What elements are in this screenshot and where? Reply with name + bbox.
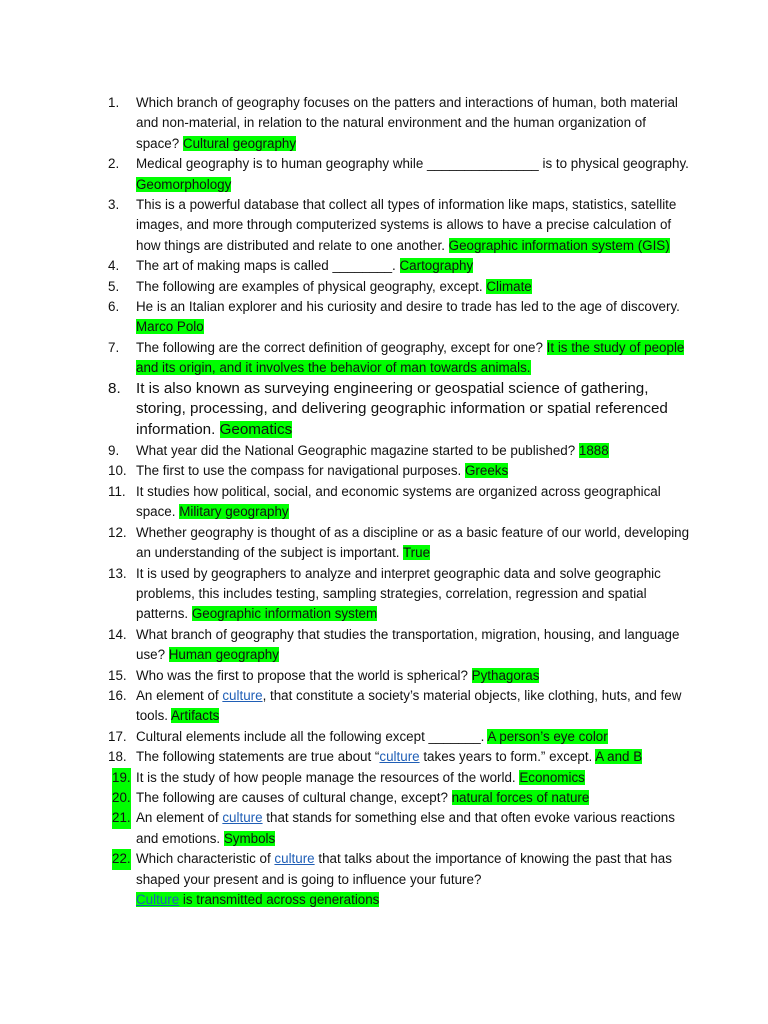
- question-text: The art of making maps is called ________.: [136, 258, 400, 274]
- question-item-21: [100, 808, 690, 849]
- question-number: 22.: [112, 849, 131, 869]
- question-text: Which characteristic of: [136, 851, 275, 867]
- question-text: Whether geography is thought of as a discipline or as a basic feature of our world, developing an understanding of the subject is important.: [136, 524, 690, 561]
- answer-highlight: Human geography: [168, 647, 279, 663]
- answer-highlight: Symbols: [223, 830, 276, 846]
- question-item-1: [100, 93, 690, 154]
- question-text: An element of: [136, 687, 223, 703]
- question-text: He is an Italian explorer and his curiosity and desire to trade has led to the age of discovery.: [136, 299, 680, 315]
- answer-highlight: Cultural geography: [182, 135, 297, 151]
- answer-text: is transmitted across generations: [179, 892, 380, 908]
- question-text-cont: , that constitute a society’s material objects, like clothing, huts, and few tools.: [136, 687, 682, 724]
- question-item-14: [100, 625, 690, 666]
- answer-highlight: True: [403, 545, 431, 561]
- question-text: This is a powerful database that collect all types of information like maps, statistics, satellite images, and more through computerized systems is allows to have a precise calculation of how things are distributed and relate to one another.: [136, 197, 677, 253]
- question-text: The following statements are true about “: [136, 749, 380, 765]
- question-number: 21.: [112, 808, 131, 828]
- question-text: The following are examples of physical geography, except.: [136, 278, 487, 294]
- answer-highlight: A and B: [595, 749, 643, 765]
- question-text-cont: that talks about the importance of knowing the past that has shaped your present and is going to influence your future?: [136, 851, 672, 887]
- question-number: 20.: [112, 788, 131, 808]
- answer-highlight: Geomatics: [219, 421, 293, 439]
- answer-highlight: Geographic information system: [191, 606, 378, 622]
- culture-link[interactable]: culture: [379, 749, 420, 765]
- question-number: 7.: [108, 339, 120, 355]
- question-item-22: [100, 849, 690, 910]
- answer-highlight: natural forces of nature: [451, 789, 590, 805]
- answer-highlight: Geomorphology: [136, 176, 232, 192]
- question-number: 19.: [112, 768, 131, 788]
- question-text: It is used by geographers to analyze and interpret geographic data and solve geographic problems, this includes testing, sampling strategies, correlation, regression and spatial patterns.: [136, 565, 661, 622]
- answer-highlight: Artifacts: [171, 708, 220, 724]
- question-number: 11.: [108, 483, 126, 499]
- answer-highlight: It is the study of people and its origin, and it involves the behavior of man towards animals.: [136, 339, 685, 376]
- question-item-17: [100, 727, 690, 747]
- question-item-2: [100, 154, 690, 195]
- question-number: 13.: [108, 565, 127, 581]
- question-text: An element of: [136, 810, 223, 826]
- question-number: 8.: [108, 379, 121, 397]
- question-number: 10.: [108, 463, 127, 479]
- answer-highlight: Economics: [519, 769, 585, 785]
- answer-highlight: Greeks: [465, 463, 509, 479]
- question-number: 9.: [108, 443, 120, 459]
- question-text: What year did the National Geographic magazine started to be published?: [136, 443, 579, 459]
- question-text: Medical geography is to human geography while _______________ is to physical geography.: [136, 156, 689, 172]
- question-text-cont: that stands for something else and that often evoke various reactions and emotions.: [136, 810, 675, 846]
- question-item-13: [100, 564, 690, 625]
- question-item-8: [100, 379, 690, 441]
- question-text-cont: takes years to form.” except.: [419, 749, 596, 765]
- answer-highlight: [136, 892, 379, 907]
- question-text: Which branch of geography focuses on the patters and interactions of human, both material and non-material, in relation to the natural environment and the human organization of space?: [136, 95, 678, 151]
- answer-highlight: Cartography: [399, 258, 474, 274]
- answer-highlight: A person’s eye color: [487, 728, 608, 744]
- question-item-7: [100, 338, 690, 379]
- question-text: It studies how political, social, and economic systems are organized across geographical space.: [136, 483, 661, 520]
- question-list: [100, 93, 690, 910]
- answer-highlight: Military geography: [179, 504, 289, 520]
- question-number: 14.: [108, 626, 127, 642]
- question-number: 12.: [108, 524, 127, 540]
- culture-answer-link[interactable]: Culture: [136, 892, 180, 908]
- question-text: The first to use the compass for navigational purposes.: [136, 463, 465, 479]
- question-item-5: [100, 277, 690, 297]
- question-item-12: [100, 523, 690, 564]
- question-text: What branch of geography that studies the transportation, migration, housing, and language use?: [136, 626, 680, 663]
- culture-link[interactable]: culture: [222, 687, 263, 703]
- question-item-16: [100, 686, 690, 727]
- culture-link[interactable]: culture: [222, 810, 263, 826]
- question-text: It is also known as surveying engineering or geospatial science of gathering, storing, processing, and delivering geographic information or spatial referenced information.: [136, 379, 668, 439]
- answer-highlight: Pythagoras: [471, 667, 540, 683]
- answer-highlight: Marco Polo: [136, 319, 204, 335]
- answer-highlight: Geographic information system (GIS): [448, 237, 670, 253]
- question-text: Cultural elements include all the following except _______.: [136, 728, 488, 744]
- question-item-11: [100, 482, 690, 523]
- question-item-9: [100, 441, 690, 461]
- answer-highlight: Climate: [486, 278, 532, 294]
- question-number: 17.: [108, 728, 127, 744]
- question-text: The following are the correct definition of geography, except for one?: [136, 339, 547, 355]
- question-item-15: [100, 666, 690, 686]
- question-item-18: [100, 747, 690, 767]
- question-number: 16.: [108, 687, 127, 703]
- question-item-19: [100, 768, 690, 788]
- question-number: 3.: [108, 197, 120, 213]
- question-number: 2.: [108, 156, 120, 172]
- answer-highlight: 1888: [578, 443, 609, 459]
- question-item-3: [100, 195, 690, 256]
- question-item-20: [100, 788, 690, 808]
- question-number: 18.: [108, 749, 127, 765]
- question-item-4: [100, 256, 690, 276]
- question-item-10: [100, 461, 690, 481]
- question-number: 5.: [108, 278, 120, 294]
- question-number: 6.: [108, 299, 120, 315]
- question-number: 15.: [108, 667, 127, 683]
- question-text: The following are causes of cultural change, except?: [136, 789, 452, 805]
- question-text: Who was the first to propose that the world is spherical?: [136, 667, 472, 683]
- question-number: 4.: [108, 258, 120, 274]
- question-number: 1.: [108, 95, 120, 110]
- question-item-6: [100, 297, 690, 338]
- question-text: It is the study of how people manage the resources of the world.: [136, 769, 520, 785]
- culture-link[interactable]: culture: [274, 851, 315, 867]
